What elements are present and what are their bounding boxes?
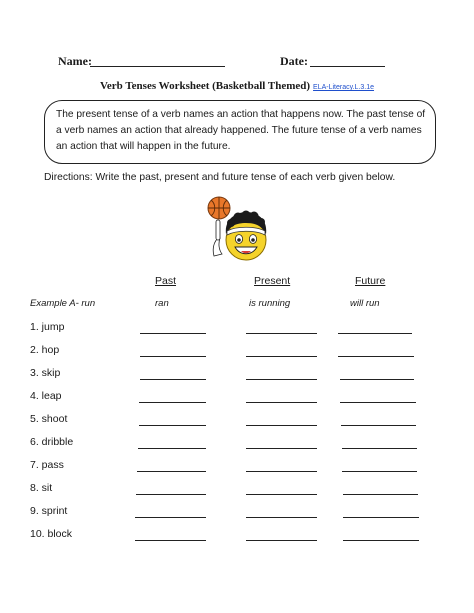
future-answer-line[interactable] [338, 333, 412, 334]
future-answer-line[interactable] [343, 517, 419, 518]
name-label: Name: [58, 54, 92, 68]
verb-item: 9. sprint [30, 505, 68, 517]
past-answer-line[interactable] [135, 540, 206, 541]
future-answer-line[interactable] [341, 425, 416, 426]
example-label: Example A- run [30, 298, 96, 309]
verb-item: 7. pass [30, 459, 64, 471]
worksheet-title [0, 80, 474, 92]
date-field-line[interactable] [310, 66, 385, 67]
future-answer-line[interactable] [340, 379, 414, 380]
verb-item: 8. sit [30, 482, 53, 494]
present-answer-line[interactable] [246, 356, 317, 357]
past-answer-line[interactable] [135, 517, 206, 518]
future-answer-line[interactable] [343, 494, 418, 495]
verb-item: 2. hop [30, 344, 60, 356]
basketball-spinning-smiley-icon [200, 190, 280, 270]
verb-item: 1. jump [30, 321, 65, 333]
present-answer-line[interactable] [246, 402, 317, 403]
verb-item: 6. dribble [30, 436, 74, 448]
past-answer-line[interactable] [140, 379, 206, 380]
present-answer-line[interactable] [246, 471, 317, 472]
present-answer-line[interactable] [246, 448, 317, 449]
present-answer-line[interactable] [246, 540, 317, 541]
future-answer-line[interactable] [342, 448, 417, 449]
present-answer-line[interactable] [246, 494, 317, 495]
past-answer-line[interactable] [140, 333, 206, 334]
example-present: is running [249, 298, 291, 309]
past-answer-line[interactable] [137, 471, 206, 472]
verb-item: 3. skip [30, 367, 61, 379]
future-answer-line[interactable] [340, 402, 416, 403]
present-answer-line[interactable] [246, 517, 317, 518]
date-label: Date: [280, 54, 308, 68]
verb-item: 10. block [30, 528, 73, 540]
verb-item: 5. shoot [30, 413, 68, 425]
present-answer-line[interactable] [246, 379, 317, 380]
example-past: ran [155, 298, 169, 309]
column-header-present: Present [254, 275, 291, 287]
past-answer-line[interactable] [139, 425, 206, 426]
example-future: will run [350, 298, 380, 309]
future-answer-line[interactable] [338, 356, 414, 357]
column-header-past: Past [155, 275, 177, 287]
standard-link[interactable]: ELA-Literacy.L.3.1e [313, 84, 375, 91]
verb-item: 4. leap [30, 390, 62, 402]
directions-text: Directions: Write the past, present and future tense of each verb given below. [44, 172, 396, 183]
present-answer-line[interactable] [246, 425, 317, 426]
future-answer-line[interactable] [342, 471, 417, 472]
present-answer-line[interactable] [246, 333, 317, 334]
past-answer-line[interactable] [140, 356, 206, 357]
past-answer-line[interactable] [138, 448, 206, 449]
future-answer-line[interactable] [343, 540, 419, 541]
past-answer-line[interactable] [136, 494, 206, 495]
title-text: Verb Tenses Worksheet (Basketball Themed) [99, 80, 311, 92]
definition-text: The present tense of a verb names an action that happens now. The past tense of a verb names an action that already happened. The future tense of a verb names an action that will happen in the future. [56, 109, 426, 152]
name-field-line[interactable] [90, 66, 225, 67]
past-answer-line[interactable] [139, 402, 206, 403]
column-header-future: Future [355, 275, 386, 287]
